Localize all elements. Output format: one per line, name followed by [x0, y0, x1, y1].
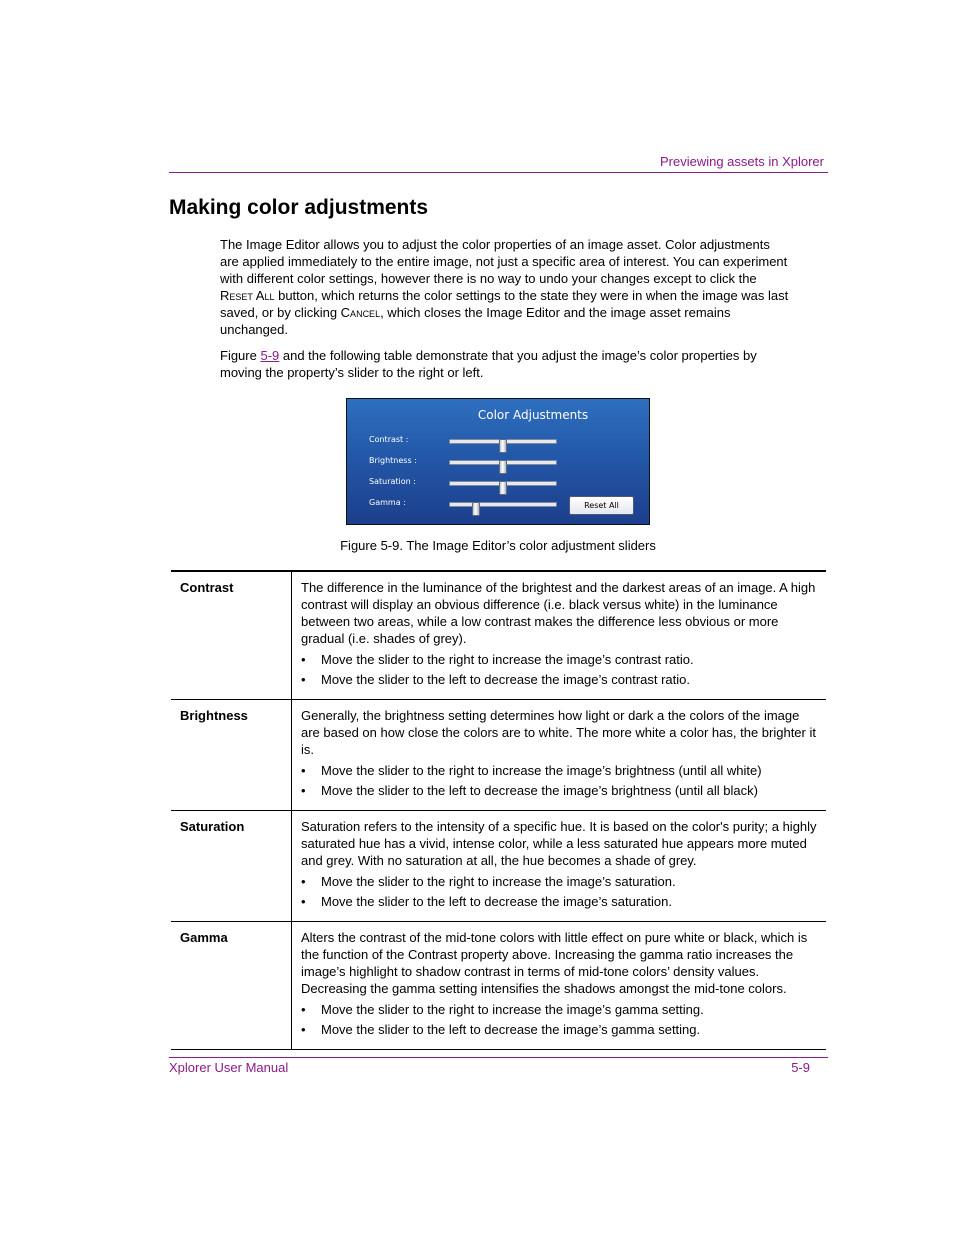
saturation-slider-row [369, 476, 569, 490]
bullet-item: • Move the slider to the left to decrease the image’s saturation. [301, 893, 818, 910]
gamma-slider-track[interactable] [449, 502, 557, 507]
property-term: Brightness [171, 700, 292, 811]
color-adjustments-figure [346, 398, 650, 525]
property-description: Generally, the brightness setting determines how light or dark a the colors of the image are based on how close the colors are to white. The more white a color has, the brighter it is. [301, 708, 816, 757]
saturation-label: Saturation : [369, 477, 416, 486]
running-header: Previewing assets in Xplorer [659, 154, 824, 169]
footer-rule [169, 1057, 828, 1058]
bullet-list [301, 762, 818, 799]
figure-link[interactable]: 5-9 [260, 348, 280, 363]
contrast-slider-row [369, 434, 569, 448]
table-row [171, 922, 826, 1050]
saturation-slider-track[interactable] [449, 481, 557, 486]
reset-all-term: Reset All [220, 288, 275, 303]
property-description-cell [292, 700, 827, 811]
bullet-list [301, 1001, 818, 1038]
brightness-slider-thumb[interactable] [499, 460, 507, 474]
saturation-slider-thumb[interactable] [499, 481, 507, 495]
brightness-slider-row [369, 455, 569, 469]
property-description: Saturation refers to the intensity of a specific hue. It is based on the color's purity; a highly saturated hue has a vivid, intense color, while a less saturated hue appears more muted and grey. With no saturation at all, the hue becomes a shade of grey. [301, 819, 817, 868]
contrast-slider-thumb[interactable] [499, 439, 507, 453]
intro-text-b: button, which returns the color settings to the state they were in when the image was last saved, or by clicking [220, 288, 789, 320]
gamma-label: Gamma : [369, 498, 406, 507]
page-title: Making color adjustments [169, 196, 429, 219]
cancel-term: Cancel [340, 305, 381, 320]
header-rule [169, 172, 828, 173]
table-row [171, 811, 826, 922]
bullet-list [301, 651, 818, 688]
table-row [171, 700, 826, 811]
gamma-slider-thumb[interactable] [472, 502, 480, 516]
property-description: Alters the contrast of the mid-tone colors with little effect on pure white or black, which is the function of the Contrast property above. Increasing the gamma ratio increases the image’s highlight to shadow contrast in terms of mid-tone colors’ density values. Decreasing the gamma setting intensifies the shadows amongst the mid-tone colors. [301, 930, 808, 996]
contrast-slider-track[interactable] [449, 439, 557, 444]
property-description-cell [292, 922, 827, 1050]
property-description-cell [292, 811, 827, 922]
figure-title: Color Adjustments [477, 408, 589, 422]
footer-manual-title: Xplorer User Manual [169, 1060, 289, 1075]
bullet-item: • Move the slider to the right to increase the image’s brightness (until all white) [301, 762, 818, 779]
figure-reference-paragraph [220, 347, 790, 381]
brightness-label: Brightness : [369, 456, 417, 465]
bullet-item: • Move the slider to the right to increase the image’s gamma setting. [301, 1001, 818, 1018]
ref-text-b: and the following table demonstrate that you adjust the image’s color properties by moving the property’s slider to the right or left. [220, 348, 757, 380]
property-term: Contrast [171, 571, 292, 700]
bullet-item: • Move the slider to the left to decrease the image’s gamma setting. [301, 1021, 818, 1038]
property-term: Saturation [171, 811, 292, 922]
intro-text-a: The Image Editor allows you to adjust the color properties of an image asset. Color adjustments are applied immediately to the entire image, not just a specific area of interest. You can experiment with different color settings, however there is no way to undo your changes except to click the [220, 237, 788, 286]
gamma-slider-row [369, 497, 569, 511]
bullet-item: • Move the slider to the right to increase the image’s contrast ratio. [301, 651, 818, 668]
footer-page-number: 5-9 [791, 1060, 810, 1075]
reset-all-button[interactable]: Reset All [569, 496, 634, 515]
bullet-item: • Move the slider to the left to decrease the image’s brightness (until all black) [301, 782, 818, 799]
figure-caption: Figure 5-9. The Image Editor’s color adjustment sliders [340, 538, 656, 553]
property-description-cell [292, 571, 827, 700]
bullet-item: • Move the slider to the left to decrease the image’s contrast ratio. [301, 671, 818, 688]
properties-table [171, 570, 826, 1050]
ref-text-a: Figure [220, 348, 261, 363]
property-term: Gamma [171, 922, 292, 1050]
intro-paragraph [220, 236, 790, 338]
table-row [171, 571, 826, 700]
property-description: The difference in the luminance of the brightest and the darkest areas of an image. A high contrast will display an obvious difference (i.e. black versus white) in the luminance between two areas, while a low contrast makes the difference less obvious or more gradual (i.e. shades of grey). [301, 580, 816, 646]
intro-text-c: , which closes the Image Editor and the image asset remains unchanged. [220, 305, 731, 337]
bullet-list [301, 873, 818, 910]
brightness-slider-track[interactable] [449, 460, 557, 465]
contrast-label: Contrast : [369, 435, 409, 444]
bullet-item: • Move the slider to the right to increase the image’s saturation. [301, 873, 818, 890]
